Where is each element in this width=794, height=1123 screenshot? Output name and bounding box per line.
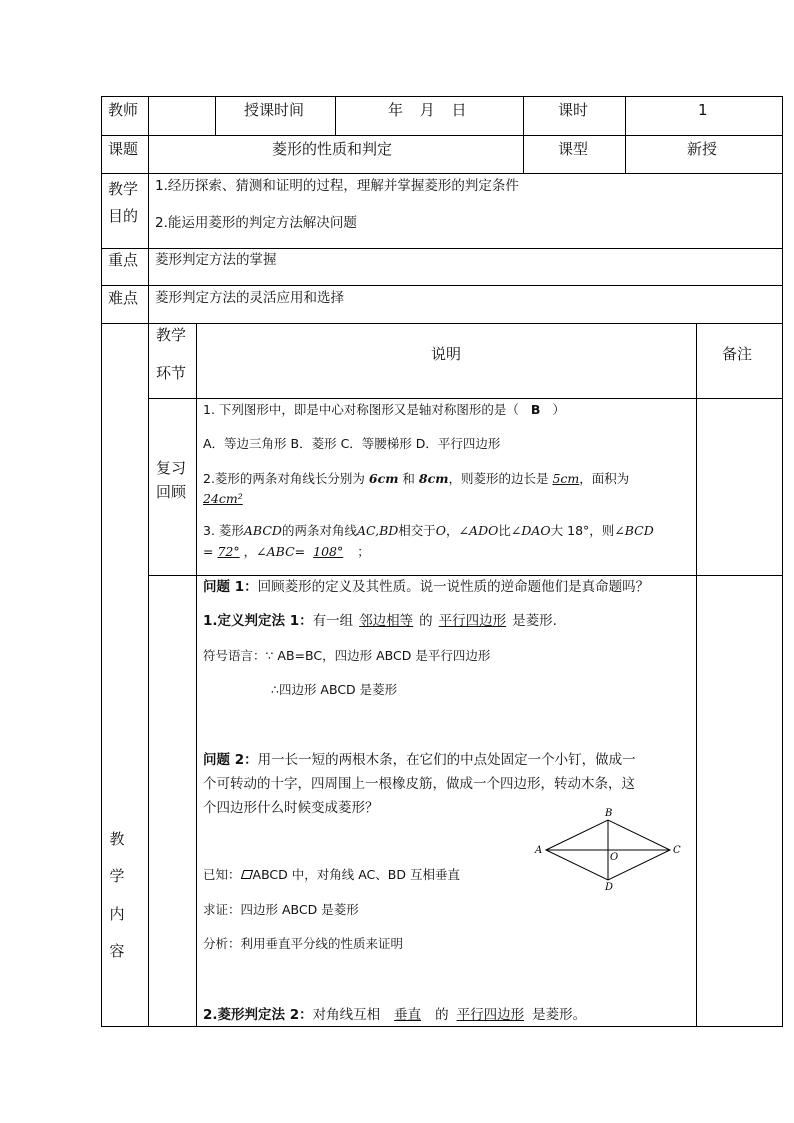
topic-value: 菱形的性质和判定 — [272, 140, 393, 158]
q2-text-4: ，面积为 — [579, 471, 630, 486]
review-question-1-options: A．等边三角形 B．菱形 C．等腰梯形 D．平行四边形 — [203, 436, 501, 451]
method-1-label: 1.定义判定法 1： — [203, 613, 313, 629]
key-point-label: 重点 — [108, 251, 139, 269]
center-o-label: O — [610, 852, 619, 863]
symbolic-language-line-2: ∴四边形 ABCD 是菱形 — [271, 682, 398, 697]
topic-label: 课题 — [108, 140, 139, 158]
method-1-blank-1: 邻边相等 — [359, 613, 414, 629]
goals-label-line1: 教学 — [108, 180, 139, 198]
notes-label: 备注 — [722, 345, 753, 363]
method-2-blank-2: 平行四边形 — [456, 1007, 525, 1023]
q3-angle-bcd: ∠BCD — [614, 523, 654, 538]
q2-side-answer: 5cm — [552, 471, 580, 486]
review-label-line1: 复习 — [156, 459, 187, 477]
q2-text-1: 2.菱形的两条对角线长分别为 — [203, 471, 369, 486]
key-point-text: 菱形判定方法的掌握 — [155, 252, 277, 268]
question-1-text: 回顾菱形的定义及其性质。说一说性质的逆命题他们是真命题吗？ — [257, 579, 650, 595]
question-1-label: 问题 1： — [203, 579, 258, 595]
method-1 — [203, 613, 557, 629]
method-1-text-3: 是菱形. — [512, 613, 557, 629]
goal-item-1: 1.经历探索、猜测和证明的过程，理解并掌握菱形的判定条件 — [155, 178, 519, 194]
method-2-blank-1: 垂直 — [394, 1007, 422, 1023]
review-question-3-line-2 — [203, 544, 370, 560]
method-2-label: 2.菱形判定法 2： — [203, 1007, 313, 1023]
question-1 — [203, 579, 649, 595]
review-question-3-line-1 — [203, 523, 654, 539]
vertex-a-label: A — [535, 845, 543, 856]
review-label-line2: 回顾 — [156, 483, 187, 501]
q1-suffix: ） — [552, 402, 565, 417]
question-2-line-3: 个四边形什么时候变成菱形？ — [203, 800, 379, 816]
lesson-type-value: 新授 — [687, 140, 718, 158]
q3-text-5: 比 — [498, 523, 511, 538]
method-1-text-2: 的 — [419, 613, 433, 629]
vertex-c-label: C — [673, 845, 681, 856]
period-label: 课时 — [558, 101, 589, 119]
content-label-char-1: 教 — [109, 830, 125, 848]
vertex-b-label: B — [605, 808, 613, 819]
method-2 — [203, 1007, 586, 1023]
q3-angle-ado: ∠ADO — [458, 523, 499, 538]
q3-text-3: 相交于 — [398, 523, 436, 538]
content-label-char-4: 容 — [109, 942, 125, 960]
q3-angle-abc: ∠ABC — [256, 544, 295, 559]
question-2-label: 问题 2： — [203, 752, 258, 768]
q3-eq-2: = — [294, 544, 306, 559]
review-question-2 — [203, 471, 629, 487]
given-label: 已知： — [203, 867, 241, 882]
q3-text-2: 的两条对角线 — [281, 523, 357, 538]
analysis-statement: 分析：利用垂直平分线的性质来证明 — [203, 936, 404, 951]
q2-area-answer: 24cm² — [203, 491, 243, 506]
method-1-blank-2: 平行四边形 — [438, 613, 507, 629]
lesson-type-label: 课型 — [558, 140, 589, 158]
review-question-1 — [203, 402, 565, 418]
q3-point-o: O — [435, 523, 447, 538]
difficulty-text: 菱形判定方法的灵活应用和选择 — [155, 290, 344, 306]
question-2-line-2: 个可转动的十字，四周围上一根橡皮筋，做成一个四边形，转动木条，这 — [203, 776, 635, 792]
given-text: ABCD 中，对角线 AC、BD 互相垂直 — [252, 867, 460, 882]
method-2-text-1: 对角线互相 — [312, 1007, 381, 1023]
q3-semicolon: ； — [357, 544, 370, 559]
q2-diagonal-2: 8cm — [418, 471, 449, 486]
q3-shape: ABCD — [243, 523, 282, 538]
lesson-time-label: 授课时间 — [244, 101, 305, 119]
q3-answer-abc: 108° — [313, 544, 344, 559]
q3-text-1: 3. 菱形 — [203, 523, 244, 538]
period-value: 1 — [698, 101, 708, 119]
method-2-text-3: 是菱形。 — [532, 1007, 587, 1023]
question-2-line-1 — [203, 752, 636, 768]
parallelogram-icon — [241, 870, 253, 879]
symbolic-language-line-1: 符号语言：∵ AB=BC，四边形 ABCD 是平行四边形 — [203, 648, 491, 663]
content-label-char-2: 学 — [109, 867, 125, 885]
q3-eq-1: = — [203, 544, 214, 559]
goal-item-2: 2.能运用菱形的判定方法解决问题 — [155, 215, 357, 231]
q2-diagonal-1: 6cm — [368, 471, 399, 486]
q2-text-3: ，则菱形的边长是 — [448, 471, 553, 486]
q3-text-6: 大 18°，则 — [550, 523, 615, 538]
q1-prefix: 1. 下列图形中，即是中心对称图形又是轴对称图形的是（ — [203, 402, 519, 417]
description-label: 说明 — [431, 345, 462, 363]
stage-label-line1: 教学 — [156, 326, 187, 344]
lesson-date-value: 年 月 日 — [388, 101, 467, 119]
q3-diagonals: AC,BD — [356, 523, 399, 538]
method-1-text-1: 有一组 — [312, 613, 354, 629]
goals-label-line2: 目的 — [108, 207, 139, 225]
q3-comma: ， — [243, 544, 257, 559]
q3-angle-dao: ∠DAO — [510, 523, 551, 538]
method-2-text-2: 的 — [435, 1007, 449, 1023]
q3-answer-bcd: 72° — [217, 544, 240, 559]
difficulty-label: 难点 — [108, 289, 139, 307]
rhombus-diagram — [534, 808, 686, 892]
teacher-label: 教师 — [108, 101, 139, 119]
vertex-d-label: D — [605, 882, 614, 892]
q1-answer: B — [530, 402, 541, 417]
given-statement — [203, 867, 460, 883]
q3-text-4: ， — [446, 523, 459, 538]
q2-text-2: 和 — [398, 471, 419, 486]
content-label-char-3: 内 — [109, 905, 125, 923]
question-2-text-1: 用一长一短的两根木条，在它们的中点处固定一个小钉，做成一 — [257, 752, 636, 768]
prove-statement: 求证：四边形 ABCD 是菱形 — [203, 902, 359, 917]
stage-label-line2: 环节 — [156, 364, 187, 382]
